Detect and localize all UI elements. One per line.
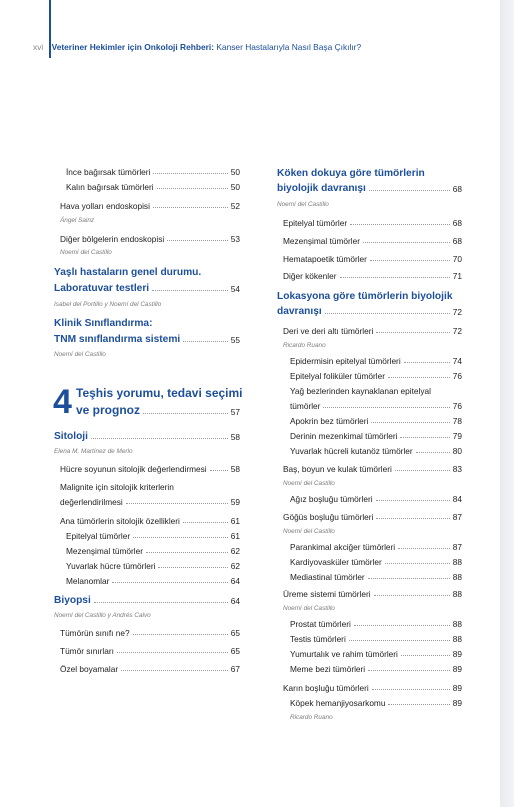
author-name: Noemí del Castillo <box>283 528 335 535</box>
toc-entry[interactable] <box>66 182 240 192</box>
page-number: xvi <box>33 42 44 52</box>
section-page: 64 <box>230 596 240 606</box>
section-heading-entry[interactable] <box>277 183 462 194</box>
toc-entry-label: Malignite için sitolojik kriterlerin <box>60 482 174 492</box>
toc-entry-label: Kalın bağırsak tümörleri <box>66 182 154 192</box>
section-heading-label: Biyopsi <box>54 595 91 606</box>
dot-leader <box>133 537 228 538</box>
dot-leader <box>368 670 450 671</box>
toc-entry[interactable] <box>290 649 462 659</box>
toc-entry[interactable] <box>283 218 462 228</box>
toc-entry[interactable] <box>290 557 462 567</box>
author-name: Ángel Sainz <box>60 217 95 224</box>
toc-entry-page: 52 <box>230 201 240 211</box>
toc-entry[interactable] <box>66 546 240 556</box>
toc-entry-label: Mezenşimal tümörler <box>283 236 360 246</box>
section-heading: Lokasyona göre tümörlerin biyolojik <box>277 291 453 302</box>
author-name: Elena M. Martínez de Merlo <box>54 448 133 455</box>
section-page: 54 <box>230 284 240 294</box>
dot-leader <box>349 640 450 641</box>
dot-leader <box>146 552 228 553</box>
author-name: Isabel del Portillo y Noemí del Castillo <box>54 301 162 308</box>
toc-entry-page: 89 <box>452 649 462 659</box>
toc-entry-page: 89 <box>452 664 462 674</box>
toc-entry-page: 89 <box>452 698 462 708</box>
dot-leader <box>376 518 449 519</box>
dot-leader <box>126 503 228 504</box>
toc-entry-page: 71 <box>452 271 462 281</box>
toc-entry-label: Yuvarlak hücreli kutanöz tümörler <box>290 446 413 456</box>
chapter-title: Teşhis yorumu, tedavi seçimi <box>76 386 243 400</box>
dot-leader <box>112 582 227 583</box>
toc-entry-label: Üreme sistemi tümörleri <box>283 589 371 599</box>
author-name: Noemí del Castillo <box>54 351 106 358</box>
toc-entry-page: 70 <box>452 254 462 264</box>
toc-entry[interactable] <box>66 561 240 571</box>
toc-entry-label: Derinin mezenkimal tümörleri <box>290 431 398 441</box>
dot-leader <box>385 563 450 564</box>
toc-entry[interactable] <box>60 628 240 638</box>
author-name: Noemí del Castillo y Andrés Calvo <box>54 612 151 619</box>
toc-entry[interactable] <box>60 464 240 474</box>
toc-entry[interactable] <box>283 589 462 599</box>
toc-entry-label: İnce bağırsak tümörleri <box>66 167 151 177</box>
toc-entry-label: Epitelyal foliküler tümörler <box>290 371 385 381</box>
toc-entry-page: 59 <box>230 497 240 507</box>
dot-leader <box>94 602 228 603</box>
toc-entry-label: Özel boyamalar <box>60 664 119 674</box>
dot-leader <box>371 422 449 423</box>
toc-entry[interactable] <box>60 497 240 507</box>
section-page: 55 <box>230 335 240 345</box>
toc-entry-label: Köpek hemanjiyosarkomu <box>290 698 386 708</box>
dot-leader <box>153 207 228 208</box>
toc-entry-page: 53 <box>230 234 240 244</box>
dot-leader <box>376 332 449 333</box>
toc-entry-page: 88 <box>452 572 462 582</box>
toc-entry[interactable] <box>66 531 240 541</box>
dot-leader <box>158 567 227 568</box>
section-heading-entry[interactable] <box>277 306 462 317</box>
toc-entry-page: 76 <box>452 401 462 411</box>
dot-leader <box>416 452 450 453</box>
toc-entry-page: 79 <box>452 431 462 441</box>
dot-leader <box>372 689 450 690</box>
toc-entry-label: Epidermisin epitelyal tümörleri <box>290 356 401 366</box>
toc-entry-page: 89 <box>452 683 462 693</box>
toc-entry-page: 87 <box>452 512 462 522</box>
dot-leader <box>117 652 228 653</box>
dot-leader <box>121 670 228 671</box>
toc-entry-page: 87 <box>452 542 462 552</box>
dot-leader <box>325 313 450 314</box>
section-heading-entry[interactable] <box>54 334 240 345</box>
section-heading-entry[interactable] <box>54 431 240 442</box>
toc-entry-page: 61 <box>230 531 240 541</box>
section-page: 58 <box>230 432 240 442</box>
toc-entry-label: Epitelyal tümörler <box>283 218 348 228</box>
dot-leader <box>210 470 228 471</box>
toc-entry-page: 72 <box>452 326 462 336</box>
toc-entry-page: 78 <box>452 416 462 426</box>
toc-entry-page: 84 <box>452 494 462 504</box>
section-page: 68 <box>452 184 462 194</box>
page-edge-shadow <box>500 0 514 807</box>
toc-entry[interactable] <box>290 446 462 456</box>
toc-entry[interactable] <box>290 572 462 582</box>
dot-leader <box>91 438 228 439</box>
toc-entry-page: 68 <box>452 218 462 228</box>
dot-leader <box>363 242 450 243</box>
toc-entry-page: 61 <box>230 516 240 526</box>
author-name: Noemí del Castillo <box>277 201 329 208</box>
toc-entry[interactable] <box>283 254 462 264</box>
toc-entry-label: Tümör sınırları <box>60 646 114 656</box>
toc-entry-label: Karın boşluğu tümörleri <box>283 683 369 693</box>
dot-leader <box>400 437 449 438</box>
toc-entry[interactable] <box>290 634 462 644</box>
section-heading-entry[interactable] <box>54 283 240 294</box>
section-heading: Yaşlı hastaların genel durumu. <box>54 267 202 278</box>
chapter-page: 57 <box>230 407 240 417</box>
author-name: Noemí del Castillo <box>283 480 335 487</box>
section-heading-label: TNM sınıflandırma sistemi <box>54 334 181 345</box>
toc-entry[interactable] <box>290 416 462 426</box>
toc-entry[interactable] <box>60 201 240 211</box>
toc-entry-label: Ağız boşluğu tümörleri <box>290 494 373 504</box>
author-name: Noemí del Castillo <box>283 605 335 612</box>
toc-entry[interactable] <box>283 512 462 522</box>
toc-entry-page: 88 <box>452 557 462 567</box>
dot-leader <box>395 470 450 471</box>
toc-entry-page: 58 <box>230 464 240 474</box>
toc-entry-label: Testis tümörleri <box>290 634 346 644</box>
toc-entry-label: Ana tümörlerin sitolojik özellikleri <box>60 516 180 526</box>
dot-leader <box>370 260 450 261</box>
toc-entry[interactable] <box>290 619 462 629</box>
section-heading-label: davranışı <box>277 306 322 317</box>
dot-leader <box>350 224 450 225</box>
toc-entry-page: 67 <box>230 664 240 674</box>
toc-entry-label: değerlendirilmesi <box>60 497 123 507</box>
toc-entry-page: 76 <box>452 371 462 381</box>
toc-entry[interactable] <box>290 371 462 381</box>
dot-leader <box>153 173 227 174</box>
chapter-title-label: ve prognoz <box>76 403 141 417</box>
toc-entry-page: 80 <box>452 446 462 456</box>
toc-entry-label: Mediastinal tümörler <box>290 572 365 582</box>
toc-entry-label: Tümörün sınıfı ne? <box>60 628 130 638</box>
toc-entry[interactable] <box>60 234 240 244</box>
dot-leader <box>374 595 450 596</box>
toc-entry-page: 50 <box>230 167 240 177</box>
toc-entry-label: Meme bezi tümörleri <box>290 664 366 674</box>
toc-entry-label: Melanomlar <box>66 576 110 586</box>
toc-entry-page: 62 <box>230 561 240 571</box>
toc-entry[interactable] <box>60 664 240 674</box>
toc-entry-label: Yuvarlak hücre tümörleri <box>66 561 156 571</box>
dot-leader <box>133 634 228 635</box>
dot-leader <box>157 188 228 189</box>
book-subtitle: Kanser Hastalarıyla Nasıl Başa Çıkılır? <box>214 42 362 52</box>
toc-entry-page: 65 <box>230 628 240 638</box>
chapter-entry[interactable] <box>76 403 240 417</box>
dot-leader <box>340 277 450 278</box>
toc-entry-label: Göğüs boşluğu tümörleri <box>283 512 374 522</box>
toc-entry[interactable] <box>290 664 462 674</box>
toc-entry-page: 88 <box>452 589 462 599</box>
section-page: 72 <box>452 307 462 317</box>
toc-entry-page: 88 <box>452 634 462 644</box>
section-heading: Köken dokuya göre tümörlerin <box>277 168 425 179</box>
toc-entry[interactable] <box>283 271 462 281</box>
toc-entry-label: Apokrin bez tümörleri <box>290 416 369 426</box>
toc-entry-page: 68 <box>452 236 462 246</box>
toc-entry-label: Diğer bölgelerin endoskopisi <box>60 234 165 244</box>
toc-entry[interactable] <box>66 576 240 586</box>
toc-entry-label: Kardiyovasküler tümörler <box>290 557 382 567</box>
author-name: Ricardo Ruano <box>283 342 326 349</box>
section-heading: Klinik Sınıflandırma: <box>54 318 153 329</box>
toc-entry-label: Baş, boyun ve kulak tümörleri <box>283 464 392 474</box>
section-heading-label: biyolojik davranışı <box>277 183 366 194</box>
author-name: Noemí del Castillo <box>60 249 112 256</box>
toc-entry-label: Prostat tümörleri <box>290 619 351 629</box>
section-heading-label: Laboratuvar testleri <box>54 283 150 294</box>
toc-entry-label: Deri ve deri altı tümörleri <box>283 326 374 336</box>
dot-leader <box>354 625 450 626</box>
toc-entry[interactable] <box>290 698 462 708</box>
toc-entry-label: Hava yolları endoskopisi <box>60 201 150 211</box>
dot-leader <box>143 413 228 414</box>
toc-entry-label: Parankimal akciğer tümörleri <box>290 542 396 552</box>
toc-entry-label: Yumurtalık ve rahim tümörleri <box>290 649 398 659</box>
toc-entry[interactable] <box>283 326 462 336</box>
section-heading-entry[interactable] <box>54 595 240 606</box>
toc-entry[interactable] <box>60 516 240 526</box>
toc-entry[interactable] <box>290 494 462 504</box>
toc-entry-label: Epitelyal tümörler <box>66 531 131 541</box>
toc-entry-page: 74 <box>452 356 462 366</box>
toc-entry[interactable] <box>60 646 240 656</box>
dot-leader <box>401 655 450 656</box>
dot-leader <box>152 290 228 291</box>
toc-entry[interactable] <box>283 236 462 246</box>
toc-entry[interactable] <box>290 356 462 366</box>
toc-entry-label: Hücre soyunun sitolojik değerlendirmesi <box>60 464 207 474</box>
toc-entry[interactable] <box>66 167 240 177</box>
chapter-number: 4 <box>53 383 72 421</box>
toc-entry-label: Hematapoetik tümörler <box>283 254 367 264</box>
running-header <box>33 42 361 52</box>
toc-entry[interactable] <box>290 401 462 411</box>
dot-leader <box>183 522 228 523</box>
dot-leader <box>388 377 450 378</box>
dot-leader <box>167 240 228 241</box>
toc-entry[interactable] <box>290 542 462 552</box>
toc-entry[interactable] <box>283 464 462 474</box>
toc-entry[interactable] <box>290 431 462 441</box>
dot-leader <box>323 407 449 408</box>
toc-entry-label: Mezenşimal tümörler <box>66 546 143 556</box>
section-heading-label: Sitoloji <box>54 431 88 442</box>
book-title: Veteriner Hekimler için Onkoloji Rehberi: <box>51 42 215 52</box>
dot-leader <box>183 341 228 342</box>
toc-entry-page: 64 <box>230 576 240 586</box>
toc-entry-label: Diğer kökenler <box>283 271 337 281</box>
toc-entry-page: 50 <box>230 182 240 192</box>
toc-entry[interactable] <box>283 683 462 693</box>
dot-leader <box>368 578 450 579</box>
dot-leader <box>388 704 449 705</box>
toc-entry-page: 83 <box>452 464 462 474</box>
toc-entry-label: Yağ bezlerinden kaynaklanan epitelyal <box>290 386 431 396</box>
dot-leader <box>376 500 450 501</box>
dot-leader <box>398 548 450 549</box>
author-name: Ricardo Ruano <box>290 714 333 721</box>
dot-leader <box>404 362 450 363</box>
toc-entry-page: 65 <box>230 646 240 656</box>
toc-entry-page: 62 <box>230 546 240 556</box>
toc-entry-label: tümörler <box>290 401 321 411</box>
dot-leader <box>369 190 450 191</box>
toc-entry-page: 88 <box>452 619 462 629</box>
